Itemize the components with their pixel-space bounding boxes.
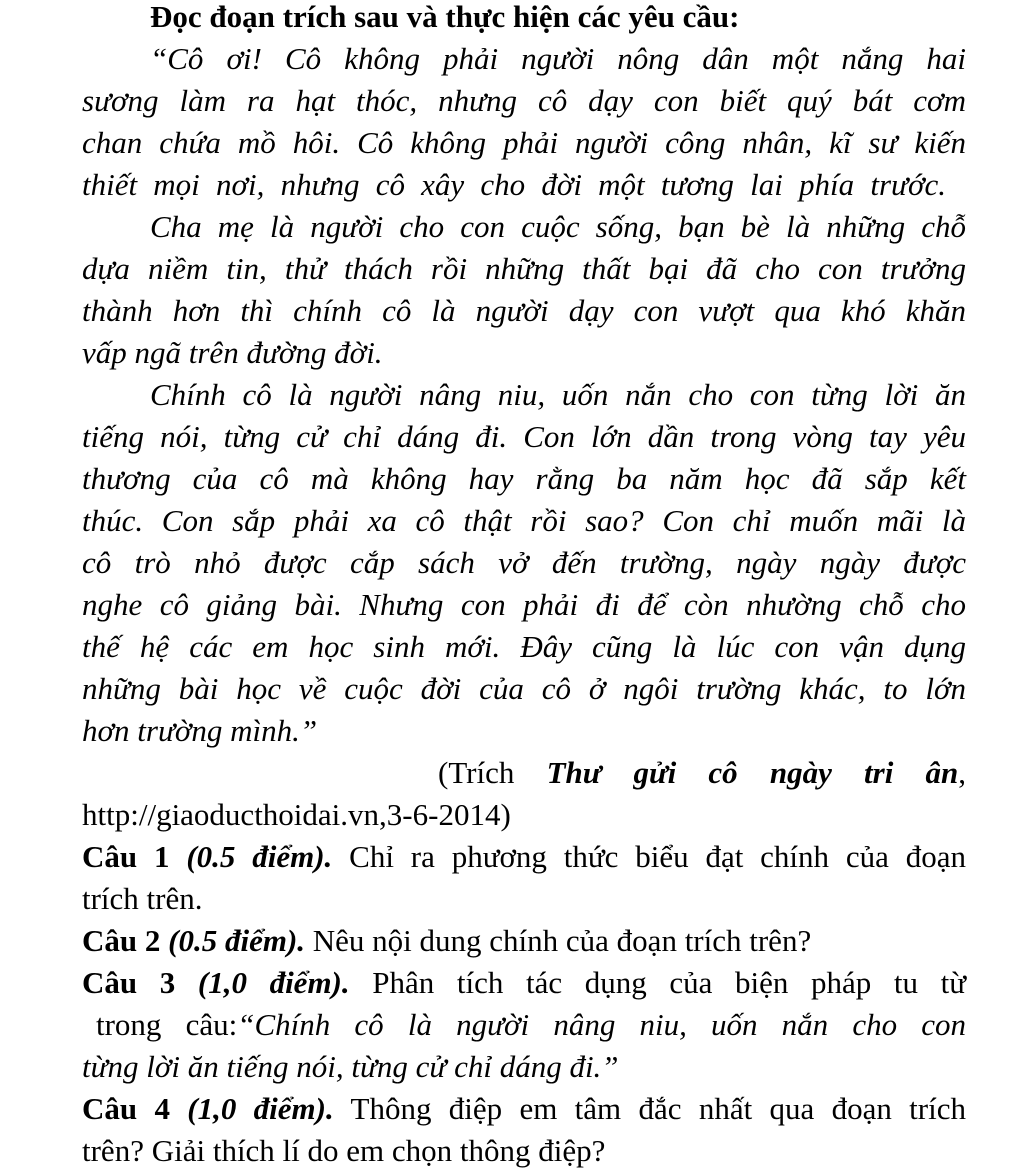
passage-line: thiết mọi nơi, nhưng cô xây cho đời một tương lai phía trước. xyxy=(82,167,946,202)
passage-line: “Cô ơi! Cô không phải người nông dân một nắng hai xyxy=(150,41,966,76)
question-4 xyxy=(82,1090,966,1128)
question-points: (1,0 điểm). xyxy=(187,1091,334,1126)
question-label: Câu 2 xyxy=(82,923,161,958)
passage-line: thúc. Con sắp phải xa cô thật rồi sao? Con chỉ muốn mãi là xyxy=(82,503,966,538)
question-label: Câu 4 xyxy=(82,1091,170,1126)
question-quote: “Chính cô là người nâng niu, uốn nắn cho con xyxy=(237,1007,966,1042)
passage-line: tiếng nói, từng cử chỉ dáng đi. Con lớn dần trong vòng tay yêu xyxy=(82,419,966,454)
question-text: trích trên. xyxy=(82,881,203,916)
question-points: (0.5 điểm). xyxy=(168,923,306,958)
question-3 xyxy=(82,964,966,1002)
passage-line: hơn trường mình.” xyxy=(82,713,318,748)
question-text: Thông điệp em tâm đắc nhất qua đoạn trích xyxy=(350,1091,966,1126)
passage-line: dựa niềm tin, thử thách rồi những thất bại đã cho con trưởng xyxy=(82,251,966,286)
question-1 xyxy=(82,838,966,876)
question-2 xyxy=(82,922,811,960)
passage-line: sương làm ra hạt thóc, nhưng cô dạy con biết quý bát cơm xyxy=(82,83,966,118)
passage-line: cô trò nhỏ được cắp sách vở đến trường, ngày ngày được xyxy=(82,545,966,580)
passage-line: Chính cô là người nâng niu, uốn nắn cho con từng lời ăn xyxy=(150,377,966,412)
source-suffix: , xyxy=(958,755,966,790)
question-text: Phân tích tác dụng của biện pháp tu từ xyxy=(372,965,966,1000)
question-label: Câu 3 xyxy=(82,965,176,1000)
source-prefix: (Trích xyxy=(438,755,547,790)
question-points: (0.5 điểm). xyxy=(186,839,333,874)
question-points: (1,0 điểm). xyxy=(197,965,350,1000)
question-text xyxy=(96,1006,966,1044)
passage-line: chan chứa mồ hôi. Cô không phải người công nhân, kĩ sư kiến xyxy=(82,125,966,160)
question-text: Nêu nội dung chính của đoạn trích trên? xyxy=(312,923,812,958)
question-quote: từng lời ăn tiếng nói, từng cử chỉ dáng đi.” xyxy=(82,1049,619,1084)
passage-line: Cha mẹ là người cho con cuộc sống, bạn bè là những chỗ xyxy=(150,209,966,244)
passage-line: những bài học về cuộc đời của cô ở ngôi trường khác, to lớn xyxy=(82,671,966,706)
question-label: Câu 1 xyxy=(82,839,170,874)
passage-line: nghe cô giảng bài. Nhưng con phải đi để còn nhường chỗ cho xyxy=(82,587,966,622)
source-title: Thư gửi cô ngày tri ân xyxy=(546,755,959,790)
passage-line: thế hệ các em học sinh mới. Đây cũng là lúc con vận dụng xyxy=(82,629,966,664)
passage-line: vấp ngã trên đường đời. xyxy=(82,335,383,370)
passage-line: thương của cô mà không hay rằng ba năm học đã sắp kết xyxy=(82,461,966,496)
question-text: trên? Giải thích lí do em chọn thông điệp? xyxy=(82,1133,606,1168)
passage-line: thành hơn thì chính cô là người dạy con vượt qua khó khăn xyxy=(82,293,966,328)
question-text: Chỉ ra phương thức biểu đạt chính của đoạn xyxy=(349,839,966,874)
source-citation xyxy=(438,754,966,792)
heading: Đọc đoạn trích sau và thực hiện các yêu cầu: xyxy=(150,0,740,34)
question-text: trong câu: xyxy=(96,1007,238,1042)
source-link: http://giaoducthoidai.vn,3-6-2014) xyxy=(82,797,511,832)
